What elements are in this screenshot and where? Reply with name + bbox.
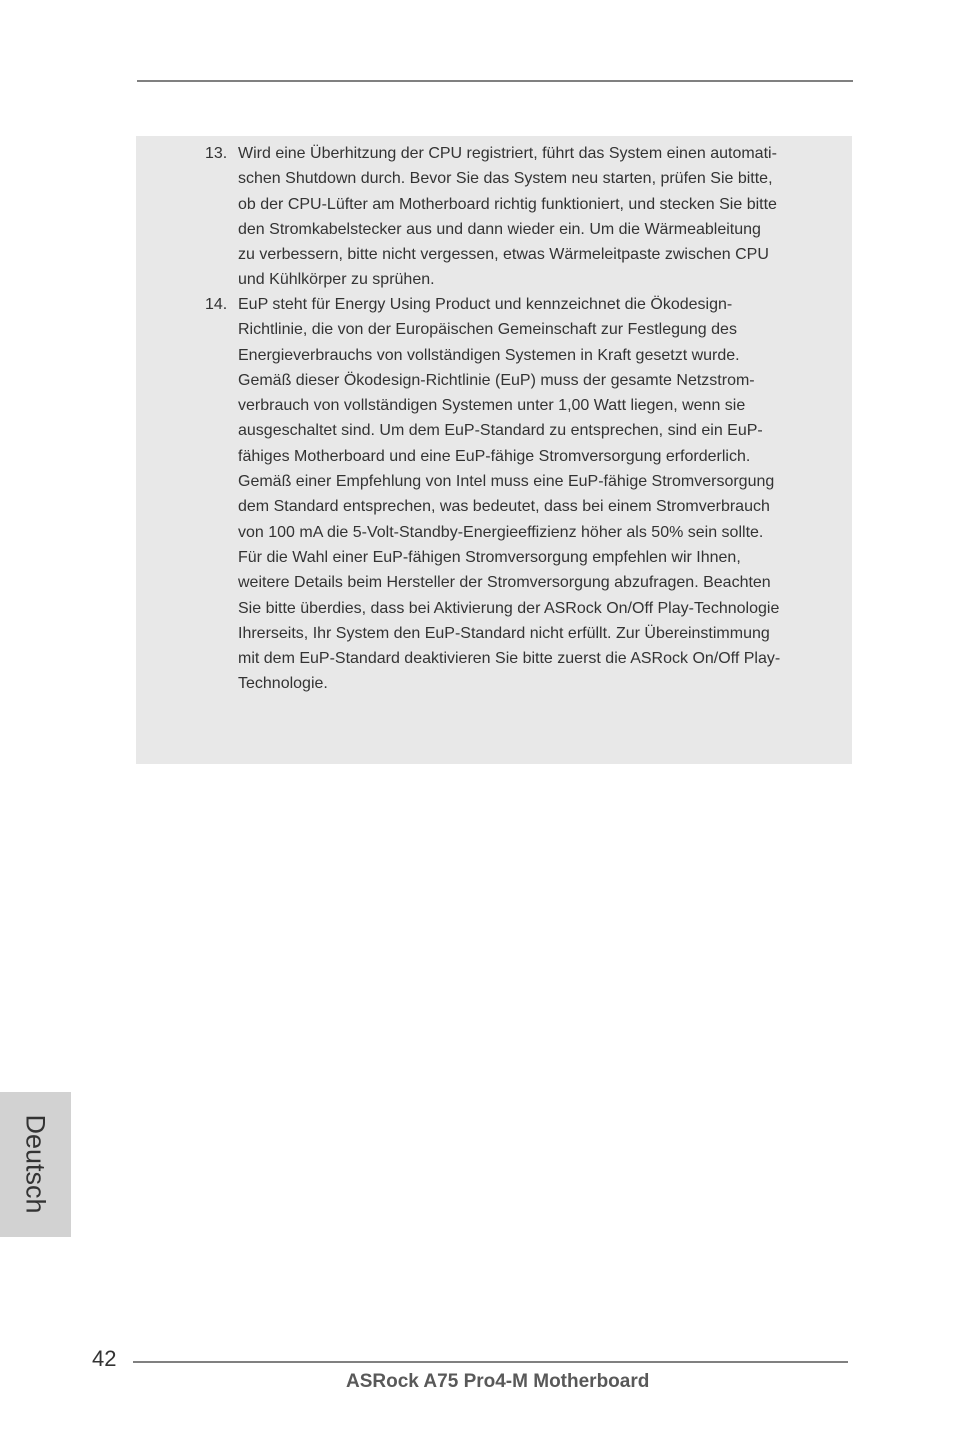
note-line: dem Standard entsprechen, was bedeutet, dass bei einem Stromverbrauch bbox=[238, 498, 770, 516]
footer-title: ASRock A75 Pro4-M Motherboard bbox=[346, 1371, 650, 1392]
top-divider bbox=[137, 80, 853, 82]
note-line: Für die Wahl einer EuP-fähigen Stromversorgung empfehlen wir Ihnen, bbox=[238, 548, 741, 566]
note-line: zu verbessern, bitte nicht vergessen, etwas Wärmeleitpaste zwischen CPU bbox=[238, 246, 769, 264]
note-line: mit dem EuP-Standard deaktivieren Sie bitte zuerst die ASRock On/Off Play- bbox=[238, 650, 781, 668]
note-text bbox=[238, 292, 828, 697]
note-text bbox=[238, 141, 828, 293]
note-line: weitere Details beim Hersteller der Stromversorgung abzufragen. Beachten bbox=[238, 574, 771, 592]
note-line: Energieverbrauchs von vollständigen Systemen in Kraft gesetzt wurde. bbox=[238, 346, 740, 364]
note-number: 14. bbox=[205, 296, 228, 313]
note-line: schen Shutdown durch. Bevor Sie das System neu starten, prüfen Sie bitte, bbox=[238, 170, 773, 188]
note-line: Gemäß dieser Ökodesign-Richtlinie (EuP) muss der gesamte Netzstrom- bbox=[238, 371, 755, 389]
note-line: Ihrerseits, Ihr System den EuP-Standard nicht erfüllt. Zur Übereinstimmung bbox=[238, 624, 770, 642]
footer-divider bbox=[133, 1361, 848, 1363]
note-line: und Kühlkörper zu sprühen. bbox=[238, 271, 435, 289]
note-number: 13. bbox=[205, 145, 228, 162]
note-line: ausgeschaltet sind. Um dem EuP-Standard zu entsprechen, sind ein EuP- bbox=[238, 422, 763, 440]
note-line: fähiges Motherboard und eine EuP-fähige Stromversorgung erforderlich. bbox=[238, 447, 751, 465]
page-number: 42 bbox=[92, 1346, 117, 1371]
note-line: von 100 mA die 5-Volt-Standby-Energieeffizienz höher als 50% sein sollte. bbox=[238, 523, 764, 541]
note-line: Richtlinie, die von der Europäischen Gemeinschaft zur Festlegung des bbox=[238, 321, 737, 339]
language-tab bbox=[0, 1092, 71, 1237]
note-line: Wird eine Überhitzung der CPU registriert, führt das System einen automati- bbox=[238, 145, 777, 162]
note-line: Technologie. bbox=[238, 675, 328, 693]
note-line: Sie bitte überdies, dass bei Aktivierung der ASRock On/Off Play-Technologie bbox=[238, 599, 780, 617]
note-line: ob der CPU-Lüfter am Motherboard richtig funktioniert, und stecken Sie bitte bbox=[238, 195, 777, 213]
note-line: verbrauch von vollständigen Systemen unter 1,00 Watt liegen, wenn sie bbox=[238, 397, 746, 415]
note-line: den Stromkabelstecker aus und dann wieder ein. Um die Wärmeableitung bbox=[238, 220, 761, 238]
notes-panel bbox=[136, 136, 852, 764]
note-line: Gemäß einer Empfehlung von Intel muss eine EuP-fähige Stromversorgung bbox=[238, 473, 775, 491]
language-tab-label: Deutsch bbox=[20, 1114, 51, 1214]
note-line: EuP steht für Energy Using Product und kennzeichnet die Ökodesign- bbox=[238, 296, 733, 313]
